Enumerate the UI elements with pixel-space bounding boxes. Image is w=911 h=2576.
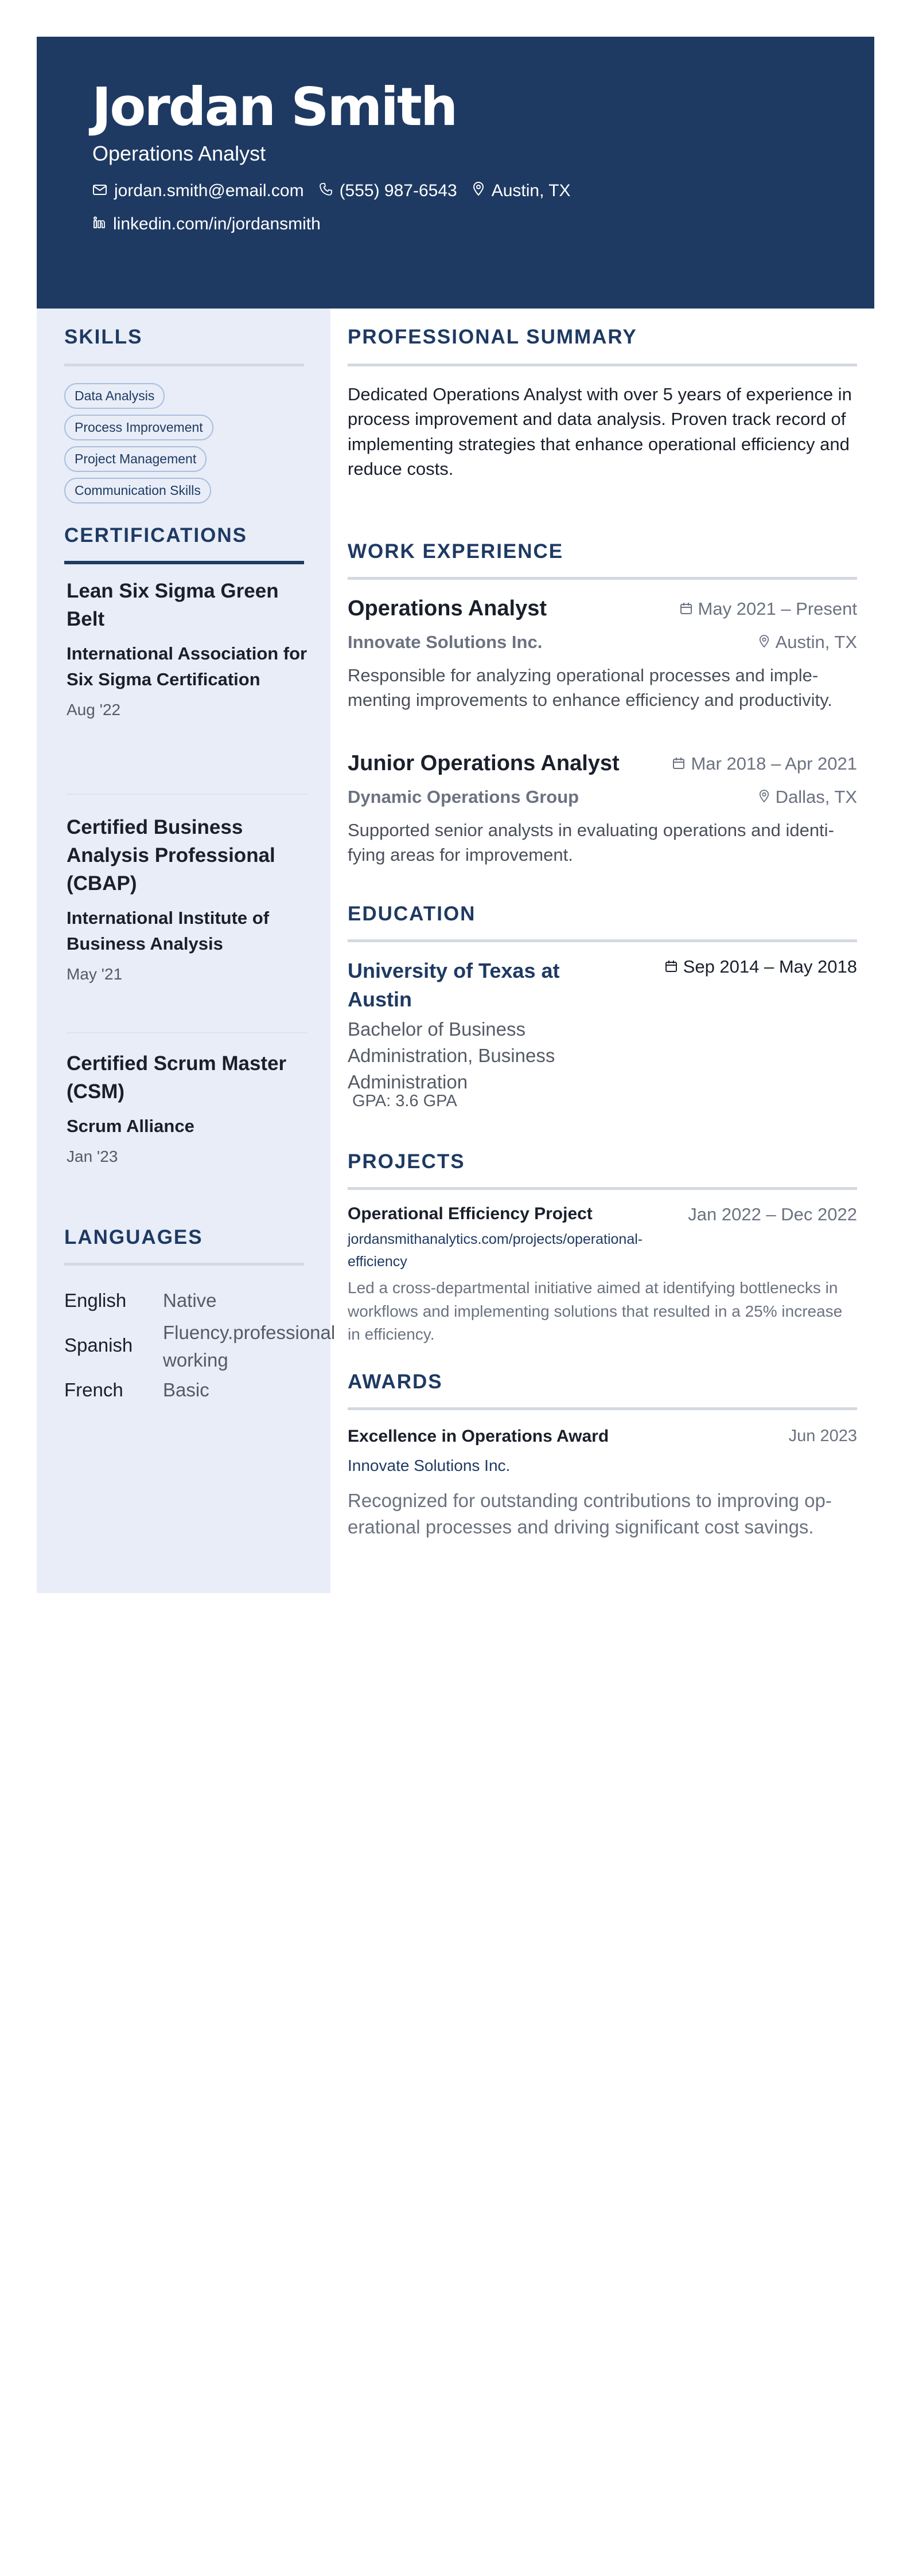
languages-rule: [64, 1263, 304, 1266]
summary-heading: PROFESSIONAL SUMMARY: [348, 326, 637, 348]
language-name: English: [64, 1290, 127, 1311]
language-level: Native: [163, 1290, 217, 1311]
certification-issuer: International Association for Six Sigma Certification: [67, 643, 307, 689]
languages-heading: LANGUAGES: [64, 1226, 203, 1248]
project-description: Led a cross-departmental initiative aimed at identifying bottlenecks in workflows and implementing solutions that resulted in a 25% increase in efficiency.: [348, 1279, 843, 1344]
award-issuer: Innovate Solutions Inc.: [348, 1457, 511, 1474]
experience-rule: [348, 577, 857, 580]
summary-rule: [348, 364, 857, 366]
gpa-value: 3.6 GPA: [395, 1092, 457, 1110]
sidebar: [37, 309, 336, 1593]
certification-date: Jan '23: [67, 1147, 118, 1165]
awards-rule: [348, 1407, 857, 1410]
education-school: University of Texas at Austin: [348, 959, 560, 1012]
job-title: Operations Analyst: [348, 596, 547, 620]
location-text: Austin, TX: [491, 181, 571, 200]
job-title: Junior Operations Analyst: [348, 751, 620, 775]
language-level: Fluency.professional working: [163, 1322, 336, 1371]
education-heading: EDUCATION: [348, 903, 476, 925]
calendar-icon: [680, 599, 698, 619]
calendar-icon: [672, 754, 691, 774]
language-name: Spanish: [64, 1334, 133, 1356]
certification-divider: [67, 794, 307, 795]
job-dates: [672, 754, 857, 774]
job-location: [758, 787, 857, 807]
contact-row-2: [92, 214, 336, 234]
candidate-name: Jordan Smith: [92, 76, 457, 138]
language-level: Basic: [163, 1379, 209, 1400]
certification-date: Aug '22: [67, 700, 121, 719]
education-gpa: [352, 1092, 457, 1111]
certification-item: [67, 577, 307, 719]
contact-row: [92, 181, 586, 201]
resume-header: [37, 37, 874, 309]
company-name: Innovate Solutions Inc.: [348, 632, 543, 652]
education-degree: Bachelor of Business Administration, Business Administration: [348, 1018, 555, 1093]
job-dates: [680, 599, 857, 619]
certification-issuer: International Institute of Business Analysis: [67, 908, 270, 954]
certification-title: Certified Business Analysis Professional (CBAP): [67, 816, 275, 895]
education-rule: [348, 939, 857, 942]
candidate-role: Operations Analyst: [92, 142, 266, 165]
summary-text: Dedicated Operations Analyst with over 5 years of experience in process improvement and data analysis. Proven track record of implementing strategies that enhance operational efficiency and reduce costs.: [348, 384, 852, 479]
skills-rule: [64, 364, 304, 366]
certification-title: Lean Six Sigma Green Belt: [67, 580, 279, 630]
education-dates: [665, 957, 857, 977]
certification-issuer: Scrum Alliance: [67, 1116, 194, 1136]
phone-text: (555) 987-6543: [339, 181, 457, 200]
skill-chip: Process Improvement: [64, 415, 213, 440]
project-link[interactable]: jordansmithanalytics.com/projects/operational-efficiency: [348, 1231, 643, 1270]
award-description: Recognized for outstanding contributions to improving operational processes and driving significant cost savings.: [348, 1490, 832, 1538]
skills-list: [64, 383, 305, 509]
project-title: Operational Efficiency Project: [348, 1204, 593, 1223]
job-location: [758, 632, 857, 653]
certifications-heading: CERTIFICATIONS: [64, 524, 248, 547]
award-date: Jun 2023: [788, 1427, 857, 1445]
company-name: Dynamic Operations Group: [348, 787, 579, 807]
experience-heading: WORK EXPERIENCE: [348, 540, 564, 563]
certification-item: [67, 813, 307, 983]
job-location-text: Dallas, TX: [775, 787, 857, 807]
contact-location: [472, 181, 571, 201]
job-dates-text: May 2021 – Present: [698, 599, 857, 619]
certification-divider: [67, 1032, 307, 1033]
skills-heading: SKILLS: [64, 326, 143, 348]
language-name: French: [64, 1379, 123, 1400]
resume-page: [37, 37, 874, 1593]
skill-chip: Data Analysis: [64, 383, 165, 409]
contact-email[interactable]: [92, 181, 304, 201]
job-description: Supported senior analysts in evaluating operations and identifying areas for improvement.: [348, 820, 834, 865]
projects-heading: PROJECTS: [348, 1150, 465, 1173]
envelope-icon: [92, 181, 114, 201]
certification-title: Certified Scrum Master (CSM): [67, 1052, 287, 1103]
email-text: jordan.smith@email.com: [114, 181, 304, 200]
certifications-rule: [64, 561, 304, 564]
projects-rule: [348, 1187, 857, 1190]
certification-date: May '21: [67, 965, 123, 983]
contact-linkedin[interactable]: [92, 214, 321, 234]
skill-chip: Communication Skills: [64, 478, 211, 504]
awards-heading: AWARDS: [348, 1371, 443, 1393]
linkedin-text: linkedin.com/in/jordansmith: [113, 214, 321, 233]
contact-phone[interactable]: [319, 181, 457, 201]
certification-item: [67, 1049, 307, 1166]
map-pin-icon: [472, 181, 492, 201]
award-title: Excellence in Operations Award: [348, 1427, 609, 1446]
skill-chip: Project Management: [64, 446, 207, 472]
job-location-text: Austin, TX: [775, 632, 857, 652]
education-dates-text: Sep 2014 – May 2018: [683, 957, 857, 977]
phone-icon: [319, 181, 340, 201]
gpa-label: GPA:: [352, 1092, 391, 1110]
map-pin-icon: [758, 632, 776, 653]
job-dates-text: Mar 2018 – Apr 2021: [691, 754, 857, 774]
map-pin-icon: [758, 787, 776, 807]
project-dates: Jan 2022 – Dec 2022: [688, 1204, 857, 1224]
job-description: Responsible for analyzing operational processes and implementing improvements to enhance efficiency and productivity.: [348, 665, 832, 711]
linkedin-icon: [92, 214, 113, 234]
calendar-icon: [665, 957, 683, 977]
